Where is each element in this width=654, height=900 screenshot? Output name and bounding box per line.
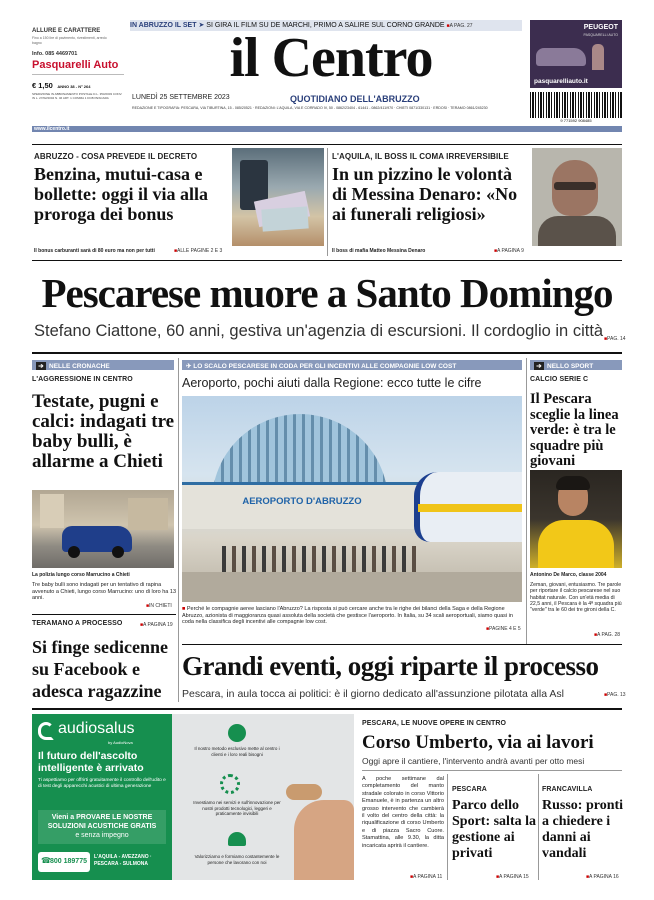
- price: € 1,50: [32, 81, 53, 90]
- audio-cities: L'AQUILA - AVEZZANO · PESCARA - SULMONA: [94, 854, 152, 867]
- people-icon: [228, 832, 246, 846]
- left-kicker2: TERAMANO A PROCESSO: [32, 620, 123, 627]
- russo-ref[interactable]: ■ A PAGINA 16: [586, 874, 619, 880]
- left-ref2[interactable]: ■ A PAGINA 19: [140, 622, 173, 628]
- audio-title: Il futuro dell'ascolto intelligente è arrivato: [38, 750, 144, 774]
- website[interactable]: www.ilcentro.it: [34, 126, 70, 132]
- peugeot-brand: PEUGEOT: [583, 24, 618, 31]
- audio-feat1: Il nostro metodo esclusivo mette al centro i clienti e i loro reali bisogni: [194, 746, 280, 757]
- teaser-ref: ■ A PAG. 27: [447, 23, 473, 29]
- hearing-aid-image: [286, 784, 322, 800]
- center-section-label: LO SCALO PESCARESE IN CODA PER GLI INCENTIVI ALLE COMPAGNIE LOW COST: [193, 363, 457, 370]
- peugeot-url: pasquarelliauto.it: [534, 78, 588, 85]
- top-left-caption: Il bonus carburanti sarà di 80 euro ma non per tutti: [34, 248, 155, 254]
- audiosalus-ad[interactable]: [32, 714, 354, 880]
- audio-cta2: SOLUZIONI ACUSTICHE GRATIS: [47, 823, 157, 830]
- lead-deck: Stefano Ciattone, 60 anni, gestiva un'agenzia di escursioni. Il cordoglio in città: [34, 322, 604, 340]
- de-marco-photo: [530, 470, 622, 568]
- peugeot-ad[interactable]: [530, 20, 622, 88]
- parco-headline[interactable]: Parco dello Sport: salta la gestione ai privati: [452, 798, 536, 861]
- right-section-bar[interactable]: [530, 360, 622, 370]
- crowd: [222, 546, 422, 572]
- top-right-kicker: L'AQUILA, IL BOSS IL COMA IRREVERSIBILE: [332, 152, 509, 161]
- corso-body: A poche settimane dal completamento del manto stradale colorato in corso Vittorio Emanuele, è in partenza un altro grosso intervento che cambierà il volto del centro della città: la riqualificazione di corso Umberto e di piazza Sacro Cuore. Stamattina, alle 9.30, la ditta incaricata aprirà il cantiere.: [362, 776, 444, 849]
- airplane-icon: ✈: [186, 363, 192, 370]
- center-headline[interactable]: Aeroporto, pochi aiuti dalla Regione: ecco tutte le cifre: [182, 376, 482, 390]
- audio-phone-box[interactable]: [38, 852, 90, 872]
- audio-cta[interactable]: [38, 810, 166, 844]
- car-image: [536, 48, 586, 66]
- messina-denaro-photo: [532, 148, 622, 246]
- left-body: Tre baby bulli sono indagati per un tentativo di rapina avvenuto a Chieti, lungo corso Marrucino: uno di loro ha 13 anni.: [32, 582, 177, 602]
- right-caption: Antonino De Marco, classe 2004: [530, 572, 607, 578]
- right-kicker: CALCIO SERIE C: [530, 376, 589, 383]
- center-section-bar[interactable]: [182, 360, 522, 370]
- right-headline[interactable]: Il Pescara sceglie la linea verde: è tra le squadre più giovani: [530, 391, 619, 469]
- center-body: [182, 606, 522, 626]
- events-ref[interactable]: ■ PAG. 13: [604, 692, 626, 698]
- center-body-text: Perché le compagnie aeree lasciano l'Abruzzo? La risposta si può cercare anche tra le righe dei bilanci della Saga e della Regione Abruzzo, azionista di maggioranza quasi assoluta della società che gestisce l'aeroporto. In Italia, su 34 scali aeroportuali, siamo quasi in coda nella classifica degli incentivi alle compagnie low cost.: [182, 606, 513, 626]
- audio-feat3: Valorizziamo e formiamo costantemente le persone che lavorano con noi: [194, 854, 280, 865]
- top-left-kicker: ABRUZZO - COSA PREVEDE IL DECRETO: [34, 152, 198, 161]
- teaser-kicker: IN ABRUZZO IL SET: [130, 22, 197, 29]
- audio-brand: audiosalus: [58, 720, 135, 737]
- peugeot-dealer: PASQUARELLI AUTO: [583, 33, 618, 37]
- chieti-police-photo: [32, 490, 174, 568]
- top-right-ref[interactable]: ■ A PAGINA 9: [494, 248, 524, 254]
- lead-ref[interactable]: ■ PAG. 14: [604, 336, 626, 342]
- audio-phone: 800 189775: [50, 858, 87, 865]
- barcode-number: 9 771592 908485: [530, 118, 622, 123]
- ad-brand: Pasquarelli Auto: [32, 59, 119, 71]
- russo-kicker: FRANCAVILLA: [542, 786, 593, 793]
- audio-by: by AudioNova: [108, 740, 133, 745]
- fuel-photo: [232, 148, 324, 246]
- audio-cta1: Vieni a PROVARE LE NOSTRE: [51, 814, 153, 821]
- audio-feat2: Investiamo nei servizi e sull'innovazione per nostri prodotti tecnologici, leggeri e praticamente invisibili: [193, 800, 281, 816]
- ear-icon: [38, 722, 54, 740]
- audio-text: Ti aspettiamo per offrirti gratuitamente il controllo dell'udito e di test degli apparecchi acustici di ultima generazione: [38, 778, 166, 789]
- issue: ANNO 38 - N° 264: [57, 84, 91, 89]
- audio-cta3: e senza impegno: [75, 832, 129, 839]
- corso-kicker: PESCARA, LE NUOVE OPERE IN CENTRO: [362, 720, 507, 727]
- russo-headline[interactable]: Russo: pronti a chiedere i danni ai vandali: [542, 798, 624, 861]
- subtitle: QUOTIDIANO DELL'ABRUZZO: [290, 94, 420, 104]
- website-bar: [32, 126, 622, 132]
- left-section-label: NELLE CRONACHE: [49, 363, 110, 370]
- center-ref[interactable]: ■ PAGINE 4 E 5: [486, 626, 521, 632]
- left-section-bar[interactable]: [32, 360, 174, 370]
- leaf-icon: [228, 724, 246, 742]
- phone-icon: ☎: [41, 856, 51, 865]
- corso-headline[interactable]: Corso Umberto, via ai lavori: [362, 732, 594, 753]
- right-body: Zeman, giovani, entusiasmo. Tre parole per riportare il calcio pescarese nel suo habitat naturale. Con un'età media di 22,5 anni, il Pescara è la 4ª squadra più "verde" tra le 60 dei tre gironi della C.: [530, 582, 622, 614]
- hand-image: [294, 800, 354, 880]
- contacts: REDAZIONE E TIPOGRAFIA: PESCARA, VIA TIBURTINA, 15 - 085/20521 · REDAZIONI: L'AQUILA, VIA E CORRADO IV, 50 - 0862/23404 - 61441 - 0862/411/970 · CHIETI 0871/330131 · ERDOSI · TERAMO 0861/245230: [132, 106, 488, 110]
- barcode: [530, 92, 622, 118]
- square-bullet-icon: ■: [182, 606, 186, 612]
- right-ref[interactable]: ■ A PAG. 28: [594, 632, 620, 638]
- ad-lines: Fino a 150 lire di pavimento, rivestimenti, arredo bagno: [32, 36, 107, 45]
- section-arrow-icon: ➔: [36, 362, 46, 370]
- lead-headline[interactable]: Pescarese muore a Santo Domingo: [41, 270, 613, 316]
- gear-icon: [220, 774, 240, 794]
- top-left-ref[interactable]: ■ ALLE PAGINE 2 E 3: [174, 248, 222, 254]
- parco-ref[interactable]: ■ A PAGINA 15: [496, 874, 529, 880]
- top-right-caption: Il boss di mafia Matteo Messina Denaro: [332, 248, 426, 254]
- corso-ref[interactable]: ■ A PAGINA 11: [410, 874, 442, 880]
- left-kicker: L'AGGRESSIONE IN CENTRO: [32, 376, 133, 383]
- top-right-headline[interactable]: In un pizzino le volontà di Messina Denaro: «No ai funerali religiosi»: [332, 164, 518, 224]
- ad-info: Info. 085 4469701: [32, 51, 78, 57]
- terminal-sign: AEROPORTO D'ABRUZZO: [242, 496, 362, 507]
- left-headline[interactable]: Testate, pugni e calci: indagati tre baby bulli, è allarme a Chieti: [32, 391, 175, 472]
- top-left-headline[interactable]: Benzina, mutui-casa e bollette: oggi il via alla proroga dei bonus: [34, 164, 208, 224]
- teaser-text: SI GIRA IL FILM SU DE MARCHI, PRIMO A SALIRE SUL CORNO GRANDE: [206, 22, 445, 29]
- teaser-arrow-icon: ➤: [198, 22, 205, 29]
- airport-photo: [182, 396, 522, 602]
- person-image: [592, 44, 604, 70]
- postal-fineprint: SPEDIZIONE IN ABBONAMENTO POSTALE D.L. 353/2003 CONV. IN L. 27/02/2004 N. 46 ART. 1 COMMA 1 DCB PESCARA: [32, 92, 123, 100]
- events-headline[interactable]: Grandi eventi, oggi riparte il processo: [182, 651, 599, 681]
- ad-title: ALLURE E CARATTERE: [32, 28, 101, 34]
- section-arrow-icon-sport: ➔: [534, 362, 544, 370]
- date: LUNEDÌ 25 SETTEMBRE 2023: [132, 94, 230, 101]
- left-headline2[interactable]: Si finge sedicenne su Facebook e adesca ragazzine: [32, 637, 169, 701]
- left-caption: La polizia lungo corso Marrucino a Chieti: [32, 572, 130, 578]
- parco-kicker: PESCARA: [452, 786, 487, 793]
- left-ref[interactable]: ■ IN CHIETI: [146, 603, 172, 609]
- masthead-left: [32, 28, 124, 124]
- corso-deck: Oggi apre il cantiere, l'intervento andrà avanti per otto mesi: [362, 756, 585, 766]
- newspaper-logo[interactable]: il Centro: [229, 27, 433, 89]
- right-section-label: NELLO SPORT: [547, 363, 594, 370]
- events-deck: Pescara, in aula tocca ai politici: è il giorno dedicato all'assunzione pilotata alla Asl: [182, 688, 564, 700]
